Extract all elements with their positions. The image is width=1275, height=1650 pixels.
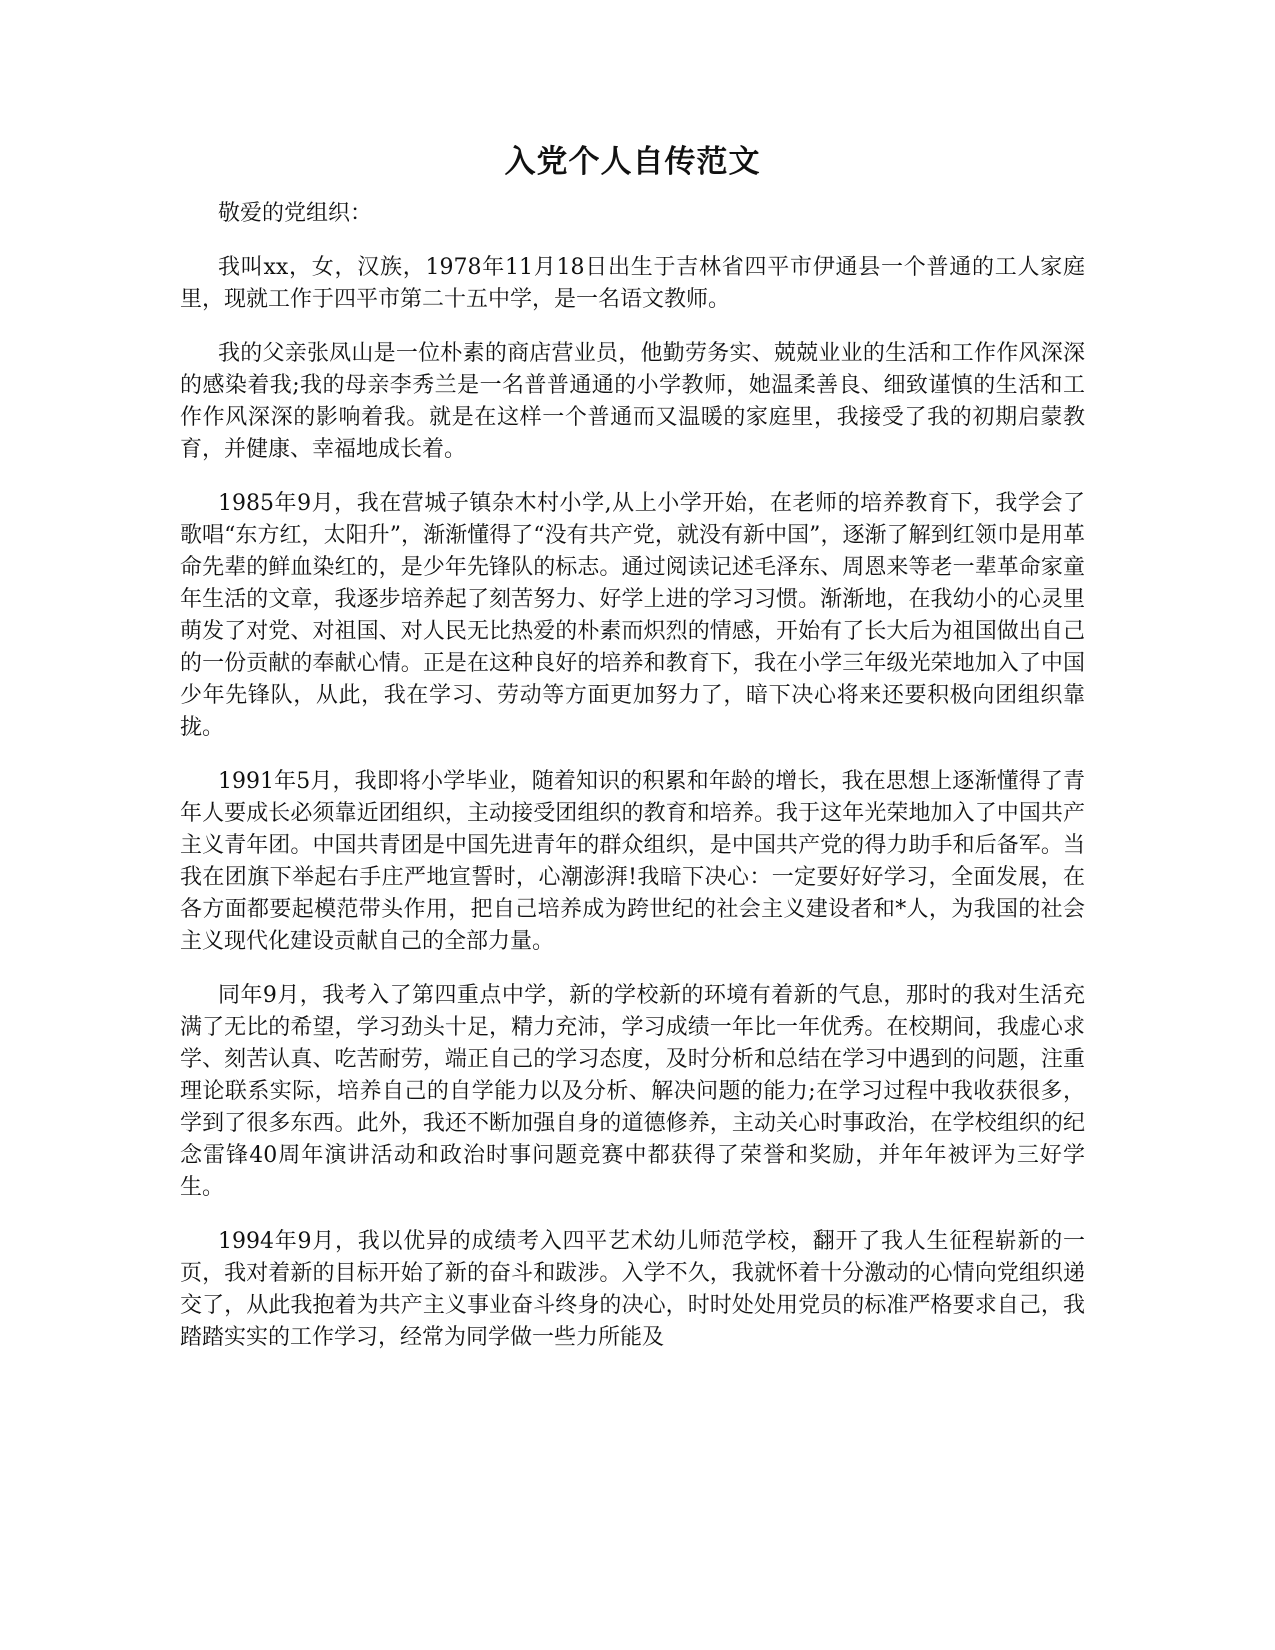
paragraph-5: 同年9月，我考入了第四重点中学，新的学校新的环境有着新的气息，那时的我对生活充满了无比的希望，学习劲头十足，精力充沛，学习成绩一年比一年优秀。在校期间，我虚心求学、刻苦认真、吃苦耐劳，端正自己的学习态度，及时分析和总结在学习中遇到的问题，注重理论联系实际，培养自己的自学能力以及分析、解决问题的能力;在学习过程中我收获很多，学到了很多东西。此外，我还不断加强自身的道德修养，主动关心时事政治，在学校组织的纪念雷锋40周年演讲活动和政治时事问题竞赛中都获得了荣誉和奖励，并年年被评为三好学生。 (180, 983, 1085, 1200)
document-page (180, 140, 1085, 1376)
paragraph-6: 1994年9月，我以优异的成绩考入四平艺术幼儿师范学校，翻开了我人生征程崭新的一页，我对着新的目标开始了新的奋斗和跋涉。入学不久，我就怀着十分激动的心情向党组织递交了，从此我抱着为共产主义事业奋斗终身的决心，时时处处用党员的标准严格要求自己，我踏踏实实的工作学习，经常为同学做一些力所能及 (180, 1229, 1085, 1350)
salutation: 敬爱的党组织： (218, 201, 373, 226)
paragraph-3: 1985年9月，我在营城子镇杂木村小学,从上小学开始，在老师的培养教育下，我学会了歌唱“东方红，太阳升”，渐渐懂得了“没有共产党，就没有新中国”，逐渐了解到红领巾是用革命先辈的鲜血染红的，是少年先锋队的标志。通过阅读记述毛泽东、周恩来等老一辈革命家童年生活的文章，我逐步培养起了刻苦努力、好学上进的学习习惯。渐渐地，在我幼小的心灵里萌发了对党、对祖国、对人民无比热爱的朴素而炽烈的情感，开始有了长大后为祖国做出自己的一份贡献的奉献心情。正是在这种良好的培养和教育下，我在小学三年级光荣地加入了中国少年先锋队，从此，我在学习、劳动等方面更加努力了，暗下决心将来还要积极向团组织靠拢。 (180, 491, 1085, 740)
document-title: 入党个人自传范文 (504, 144, 761, 180)
paragraph-2: 我的父亲张凤山是一位朴素的商店营业员，他勤劳务实、兢兢业业的生活和工作作风深深的感染着我;我的母亲李秀兰是一名普普通通的小学教师，她温柔善良、细致谨慎的生活和工作作风深深的影响着我。就是在这样一个普通而又温暖的家庭里，我接受了我的初期启蒙教育，并健康、幸福地成长着。 (180, 341, 1085, 462)
paragraph-1: 我叫xx，女，汉族，1978年11月18日出生于吉林省四平市伊通县一个普通的工人家庭里，现就工作于四平市第二十五中学，是一名语文教师。 (180, 255, 1085, 312)
paragraph-4: 1991年5月，我即将小学毕业，随着知识的积累和年龄的增长，我在思想上逐渐懂得了青年人要成长必须靠近团组织，主动接受团组织的教育和培养。我于这年光荣地加入了中国共产主义青年团。中国共青团是中国先进青年的群众组织，是中国共产党的得力助手和后备军。当我在团旗下举起右手庄严地宣誓时，心潮澎湃!我暗下决心：一定要好好学习，全面发展，在各方面都要起模范带头作用，把自己培养成为跨世纪的社会主义建设者和*人，为我国的社会主义现代化建设贡献自己的全部力量。 (180, 769, 1085, 954)
